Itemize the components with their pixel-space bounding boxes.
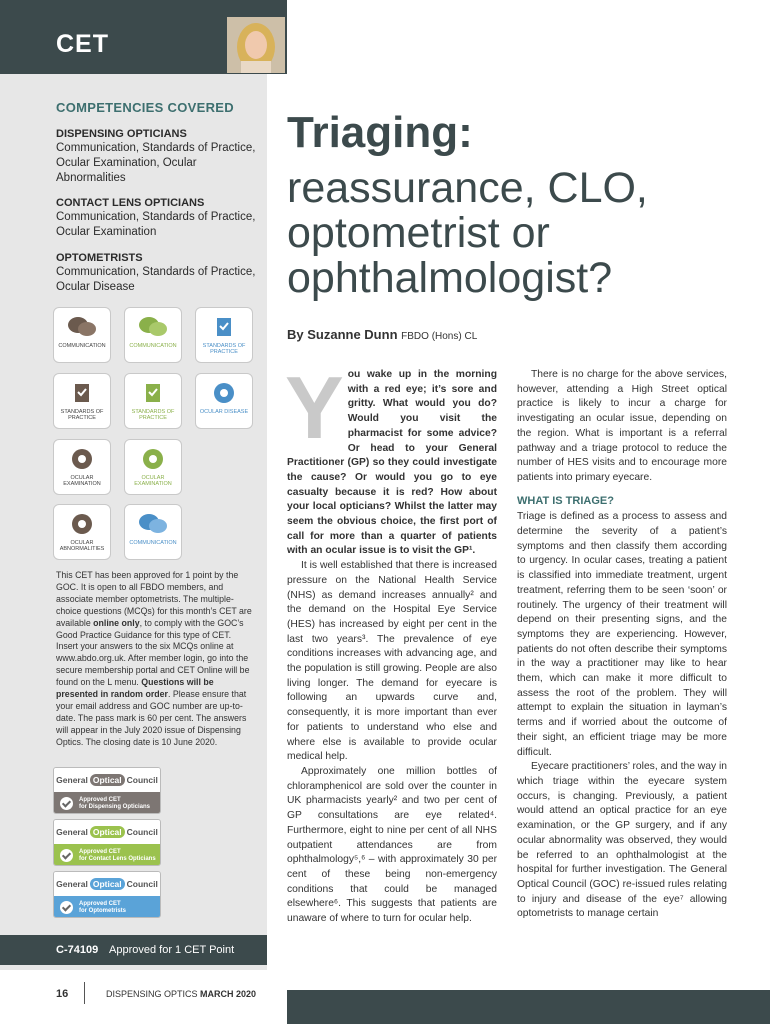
subheading: WHAT IS TRIAGE? xyxy=(517,494,614,507)
article-column-1 xyxy=(285,358,497,927)
checkmark-icon xyxy=(60,797,73,810)
cet-code: C-74109 xyxy=(56,944,99,956)
body-paragraph: Eyecare practitioners’ roles, and the way in which triage within the eyecare system occurs, is changing. Previously, a patient would attend an optical practice for an eye examination, or the GP surgery, and if any ocular abnormality was observed, they would be referred to an ophthalmologist at the hospital for further investigation. The General Optical Council (GOC) re-issued rules relating to injury and disease of the eye⁷ allowing optometrists to manage certain xyxy=(517,761,727,920)
article-column-2 xyxy=(517,368,727,922)
icon-label: STANDARDS OF PRACTICE xyxy=(131,409,175,421)
ocular-abnormalities-dark-icon xyxy=(53,504,111,560)
competency-group-text: Communication, Standards of Practice, Ocular Examination xyxy=(56,211,256,238)
goc-badge-optometrists: General Optical Council Approved CET for Optometrists xyxy=(53,871,161,918)
competencies-title: COMPETENCIES COVERED xyxy=(56,100,234,115)
article-title-bold: Triaging: xyxy=(287,108,473,157)
icon-label: COMMUNICATION xyxy=(129,540,177,546)
checkmark-icon xyxy=(60,901,73,914)
cet-info-text: This CET has been approved for 1 point by the GOC. It is open to all FBDO members, and associate member optometrists. The multiple-choice questions (MCQs) for this month’s CET are available online only, to comply with the GOC’s Good Practice Guidance for this type of CET. Insert your answers to the six MCQs online at www.abdo.org.uk. After member login, go into the secure membership portal and CET Online will be found on the L menu. Questions will be presented in random order. Please ensure that your email address and GOC number are up-to-date. The pass mark is 60 per cent. The answers will appear in the July 2020 issue of Dispensing Optics. The closing date is 10 June 2020. xyxy=(56,570,252,747)
ocular-exam-green-icon xyxy=(124,439,182,495)
icon-label: COMMUNICATION xyxy=(58,343,106,349)
communication-green-icon xyxy=(124,307,182,363)
competency-group-title: CONTACT LENS OPTICIANS xyxy=(56,197,205,209)
competency-group-title: DISPENSING OPTICIANS xyxy=(56,128,187,140)
icon-label: OCULAR ABNORMALITIES xyxy=(59,540,105,552)
competency-group-text: Communication, Standards of Practice, Ocular Examination, Ocular Abnormalities xyxy=(56,142,256,184)
standards-dark-icon xyxy=(53,373,111,429)
competency-group-dispensing xyxy=(56,127,256,186)
icon-label: OCULAR DISEASE xyxy=(199,409,249,415)
checkmark-icon xyxy=(60,849,73,862)
footer-publication: DISPENSING OPTICS MARCH 2020 xyxy=(106,989,257,999)
body-paragraph: It is well established that there is increased pressure on the National Health Service (NHS) as demand increases annually² and the demand on the Hospital Eye Service (HES) has increased by eight per cent in the last two years³. The prevalence of eye conditions increases with advancing age, and the population is still growing. People are also living longer. The demand for eyecare is following an upwards curve and, consequently, it is more important than ever for patients to understand who else and where else is available to provide ocular medical help. xyxy=(287,560,497,763)
icon-label: OCULAR EXAMINATION xyxy=(63,475,101,487)
body-paragraph: Triage is defined as a process to assess and determine the severity of a patient’s symptoms and then classify them according to urgency. In ocular cases, treating a patient is classified into immediate treatment, urgent treatment, referring them to be seen ‘soon’ or routinely. The urgency of their treatment will depend on their presenting signs, and the symptoms they are experiencing. However, patients do not often describe their symptoms in the way a practitioner may like to hear them, which can make it more difficult to assess the root of the problem. They will attempt to explain the situation in layman’s terms and if worried about the outcome of their sight, an efficient triage may be more difficult. xyxy=(517,511,727,758)
icon-label: OCULAR EXAMINATION xyxy=(134,475,172,487)
online-only-text: online only xyxy=(93,617,140,628)
drop-cap: Y xyxy=(285,358,344,457)
intro-paragraph: You wake up in the morning with a red eye; it’s sore and gritty. What would you do? Would you visit the pharmacist for some advice? Or head to your General Practitioner (GP) so they could investigate the cause? Or would you go to eye casualty because it is red? How about your local opticians? Whilst the latter may seem the obvious choice, the first port of call for more than a quarter of patients with an ocular issue is to visit the GP¹. xyxy=(285,358,497,557)
icon-label: STANDARDS OF PRACTICE xyxy=(202,343,246,355)
standards-green-icon xyxy=(124,373,182,429)
random-order-text: Questions will be presented in random order xyxy=(56,677,214,700)
cet-code-bar xyxy=(0,935,267,965)
author-qualifications: FBDO (Hons) CL xyxy=(401,331,478,342)
author-photo xyxy=(227,17,285,73)
icon-label: COMMUNICATION xyxy=(129,343,177,349)
competency-group-title: OPTOMETRISTS xyxy=(56,252,143,264)
cet-approval-text: Approved for 1 CET Point xyxy=(109,944,235,956)
competency-group-optometrists xyxy=(56,251,256,295)
author-name: By Suzanne Dunn xyxy=(287,327,398,342)
goc-badge-dispensing: General Optical Council Approved CET for Dispensing Opticians xyxy=(53,767,161,814)
goc-badge-contact-lens: General Optical Council Approved CET for Contact Lens Opticians xyxy=(53,819,161,866)
ocular-exam-dark-icon xyxy=(53,439,111,495)
section-label: CET xyxy=(56,30,109,58)
body-paragraph: Approximately one million bottles of chloramphenicol are sold over the counter in UK pharmacists yearly² and two per cent of GP consultations are eye related⁴. Furthermore, eight to nine per cent of all NHS outpatient attendances are from ophthalmology⁵,⁶ – with approximately 30 per cent of these being non-emergency conditions that could be managed elsewhere⁶. This suggests that patients are unaware of where to turn for ocular help. xyxy=(287,765,497,925)
page-number: 16 xyxy=(56,988,69,1000)
byline xyxy=(287,327,477,342)
standards-blue-icon xyxy=(195,307,253,363)
competency-group-text: Communication, Standards of Practice, Ocular Disease xyxy=(56,266,256,293)
competency-group-contact-lens xyxy=(56,196,256,240)
footer-bar xyxy=(287,990,770,1024)
communication-dark-icon xyxy=(53,307,111,363)
article-title-light: reassurance, CLO, optometrist or ophthalmologist? xyxy=(287,164,648,302)
ocular-disease-blue-icon xyxy=(195,373,253,429)
communication-blue-icon xyxy=(124,504,182,560)
body-paragraph: There is no charge for the above services, however, attending a High Street optical practice is likely to incur a charge for investigating an ocular issue, depending on the region. What is important is a referral pathway and a triage protocol to reduce the number of HES visits and to encourage more patients into primary eyecare. xyxy=(517,369,727,483)
icon-label: STANDARDS OF PRACTICE xyxy=(60,409,104,421)
footer-divider xyxy=(84,982,85,1004)
